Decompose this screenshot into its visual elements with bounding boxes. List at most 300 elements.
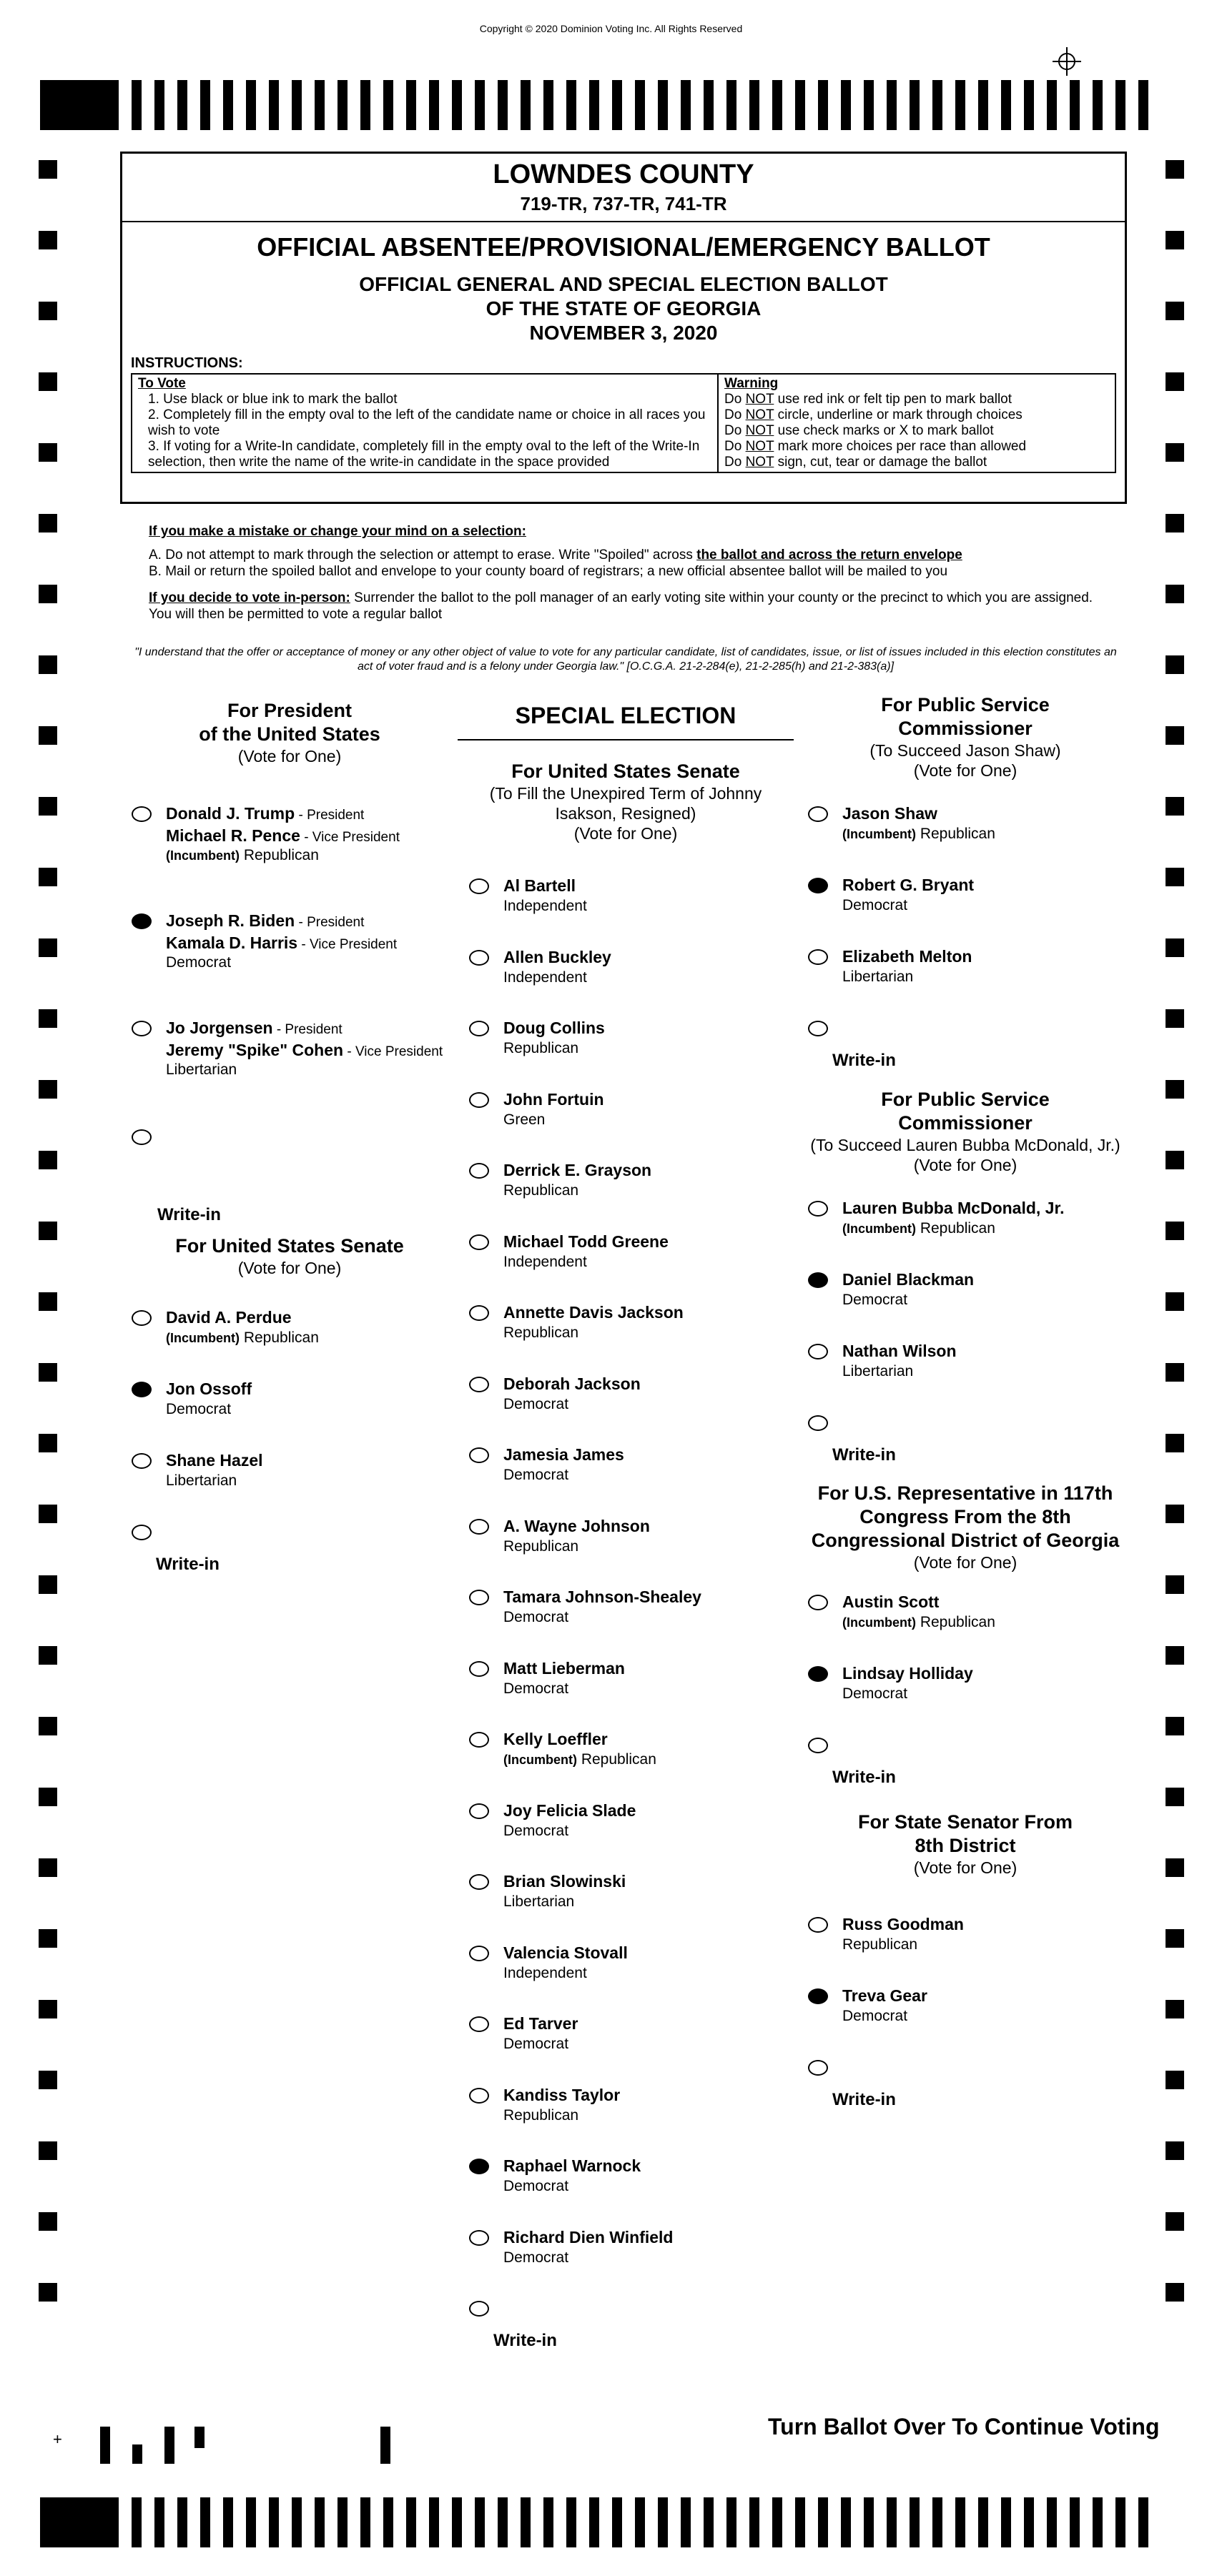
timing-bar xyxy=(864,2497,874,2547)
timing-bar xyxy=(223,80,233,130)
timing-bar xyxy=(1047,2497,1057,2547)
vote-oval[interactable] xyxy=(469,1234,489,1250)
timing-bar xyxy=(1024,80,1034,130)
vote-oval[interactable] xyxy=(808,878,828,893)
timing-bar xyxy=(635,80,645,130)
warning-heading: Warning xyxy=(724,376,779,391)
candidate-party: (Incumbent) Republican xyxy=(842,1614,995,1630)
timing-square xyxy=(39,868,57,886)
timing-bar xyxy=(932,80,942,130)
timing-square xyxy=(39,1434,57,1452)
timing-bar xyxy=(795,80,805,130)
candidate-party: Democrat xyxy=(503,1467,569,1483)
timing-square xyxy=(39,2071,57,2089)
timing-square xyxy=(39,1858,57,1877)
timing-bar xyxy=(704,80,714,130)
code-mark-2 xyxy=(132,2444,142,2464)
congress-title-3: Congressional District of Georgia xyxy=(811,1530,1120,1551)
candidate-name: Matt Lieberman xyxy=(503,1658,625,1678)
warning-item: Do NOT use check marks or X to mark ballot xyxy=(724,423,994,438)
congress-title-1: For U.S. Representative in 117th xyxy=(817,1482,1113,1504)
timing-square xyxy=(1166,1222,1184,1240)
timing-bar xyxy=(955,80,965,130)
candidate-name: Daniel Blackman xyxy=(842,1270,975,1289)
candidate-party: Democrat xyxy=(842,1292,908,1308)
write-in-label: Write-in xyxy=(157,1205,221,1224)
timing-square xyxy=(39,372,57,391)
vote-oval[interactable] xyxy=(469,1377,489,1392)
right-timing-marks xyxy=(1166,160,1184,2302)
timing-bar xyxy=(772,80,782,130)
candidate-name: John Fortuin xyxy=(503,1089,604,1109)
mistake-b: B. Mail or return the spoiled ballot and envelope to your county board of registrars; a new official absentee ballot will be mailed to you xyxy=(149,564,948,579)
timing-square xyxy=(39,2000,57,2018)
timing-block xyxy=(40,2497,119,2547)
vote-oval[interactable] xyxy=(132,1021,152,1036)
timing-bar xyxy=(795,2497,805,2547)
vote-oval[interactable] xyxy=(132,913,152,929)
timing-bar xyxy=(1138,2497,1148,2547)
timing-bar xyxy=(132,2497,142,2547)
president-title-1: For President xyxy=(227,700,353,721)
vote-oval[interactable] xyxy=(808,1595,828,1610)
candidate-name: Kandiss Taylor xyxy=(503,2085,621,2104)
county-name: LOWNDES COUNTY xyxy=(493,159,754,189)
inperson-instructions: If you decide to vote in-person: Surrender the ballot to the poll manager of an early voting site within your county or the precinct to which you are assigned. You will then be permitted to vote a regular ballot xyxy=(149,590,1093,622)
timing-square xyxy=(39,1009,57,1028)
vote-oval[interactable] xyxy=(808,949,828,965)
bottom-timing-marks xyxy=(40,2497,1148,2547)
congress-title-2: Congress From the 8th xyxy=(859,1506,1071,1527)
timing-square xyxy=(39,1222,57,1240)
timing-bar xyxy=(910,80,920,130)
vote-oval[interactable] xyxy=(469,1021,489,1036)
code-mark-4 xyxy=(194,2427,205,2448)
candidate-party: Independent xyxy=(503,969,587,986)
president-contest-header xyxy=(129,699,450,766)
timing-bar xyxy=(681,2497,691,2547)
warning-item: Do NOT mark more choices per race than allowed xyxy=(724,439,1027,454)
candidate-name: Jason Shaw xyxy=(842,804,937,823)
vote-oval[interactable] xyxy=(469,1803,489,1819)
timing-square xyxy=(1166,1009,1184,1028)
to-vote-step-1: 1. Use black or blue ink to mark the ballot xyxy=(148,392,398,407)
candidate-party: Democrat xyxy=(503,1395,569,1412)
timing-bar xyxy=(1093,80,1103,130)
timing-square xyxy=(1166,160,1184,179)
timing-bar xyxy=(315,2497,325,2547)
candidate-name: David A. Perdue xyxy=(166,1308,292,1327)
timing-square xyxy=(1166,1646,1184,1665)
psc1-title-2: Commissioner xyxy=(898,718,1033,739)
timing-square xyxy=(1166,231,1184,249)
timing-bar xyxy=(566,2497,576,2547)
psc1-title-1: For Public Service xyxy=(881,694,1050,715)
candidate-name: A. Wayne Johnson xyxy=(503,1516,650,1535)
election-line-2: OF THE STATE OF GEORGIA xyxy=(486,297,762,319)
vote-oval[interactable] xyxy=(469,2301,489,2317)
candidate-name: Treva Gear xyxy=(842,1986,927,2005)
candidate-name: Deborah Jackson xyxy=(503,1374,641,1393)
special-sub-2: Isakson, Resigned) xyxy=(555,804,696,823)
timing-bar xyxy=(612,80,622,130)
vote-oval[interactable] xyxy=(469,2230,489,2246)
timing-bar xyxy=(1115,2497,1125,2547)
timing-bar xyxy=(360,2497,370,2547)
timing-bar xyxy=(452,80,462,130)
warning-item: Do NOT use red ink or felt tip pen to mark ballot xyxy=(724,392,1012,407)
warning-item: Do NOT sign, cut, tear or damage the ballot xyxy=(724,455,987,470)
timing-bar xyxy=(521,80,531,130)
copyright-notice: Copyright © 2020 Dominion Voting Inc. All Rights Reserved xyxy=(479,23,743,34)
vote-oval[interactable] xyxy=(469,1092,489,1108)
timing-bar xyxy=(864,80,874,130)
special-election-heading: SPECIAL ELECTION xyxy=(458,703,794,740)
timing-square xyxy=(1166,514,1184,532)
vote-oval[interactable] xyxy=(469,2088,489,2104)
timing-square xyxy=(1166,726,1184,745)
timing-bar xyxy=(818,80,828,130)
vote-oval[interactable] xyxy=(808,1021,828,1036)
vote-oval[interactable] xyxy=(469,2016,489,2032)
congress-vote-for: (Vote for One) xyxy=(913,1553,1017,1572)
psc2-title-2: Commissioner xyxy=(898,1112,1033,1134)
vote-oval[interactable] xyxy=(469,1946,489,1961)
timing-bar xyxy=(223,2497,233,2547)
psc2-contest-header xyxy=(794,1088,1137,1175)
candidate-name: Kelly Loeffler xyxy=(503,1730,608,1748)
vote-oval[interactable] xyxy=(469,1661,489,1677)
timing-bar xyxy=(337,80,348,130)
us-senate-contest-header xyxy=(129,1234,450,1278)
vote-oval[interactable] xyxy=(469,1732,489,1748)
timing-square xyxy=(39,1505,57,1523)
timing-square xyxy=(39,938,57,957)
vote-oval[interactable] xyxy=(469,950,489,966)
vote-oval[interactable] xyxy=(132,1525,152,1540)
timing-square xyxy=(1166,1788,1184,1806)
timing-square xyxy=(39,1292,57,1311)
timing-square xyxy=(39,1717,57,1735)
timing-square xyxy=(1166,1575,1184,1594)
vote-oval[interactable] xyxy=(469,1447,489,1463)
candidate-party: Republican xyxy=(503,1537,579,1555)
write-in-label: Write-in xyxy=(832,1768,896,1787)
timing-square xyxy=(1166,1363,1184,1382)
candidate-party: Republican xyxy=(503,2106,579,2124)
timing-bar xyxy=(383,2497,393,2547)
timing-bar xyxy=(269,80,279,130)
vote-oval[interactable] xyxy=(469,1874,489,1890)
candidate-party: Libertarian xyxy=(842,1363,914,1379)
vote-oval[interactable] xyxy=(469,878,489,894)
vote-oval[interactable] xyxy=(808,2060,828,2076)
timing-square xyxy=(1166,2212,1184,2231)
candidate-party: Democrat xyxy=(503,1609,569,1625)
timing-square xyxy=(39,1929,57,1948)
candidate-name: Shane Hazel xyxy=(166,1451,263,1470)
vote-oval[interactable] xyxy=(808,1988,828,2004)
timing-bar xyxy=(269,2497,279,2547)
timing-bar xyxy=(360,80,370,130)
timing-square xyxy=(39,2141,57,2160)
timing-square xyxy=(1166,1434,1184,1452)
timing-bar xyxy=(955,2497,965,2547)
psc2-title-1: For Public Service xyxy=(881,1089,1050,1110)
timing-square xyxy=(1166,1080,1184,1099)
timing-bar xyxy=(1047,80,1057,130)
timing-square xyxy=(1166,2141,1184,2160)
timing-square xyxy=(39,585,57,603)
vote-oval[interactable] xyxy=(469,1590,489,1605)
candidate-name: Lindsay Holliday xyxy=(842,1664,973,1683)
candidate-party: Democrat xyxy=(503,2249,569,2266)
vote-oval[interactable] xyxy=(808,1344,828,1359)
candidate-name: Russ Goodman xyxy=(842,1915,964,1933)
mistake-a: A. Do not attempt to mark through the selection or attempt to erase. Write "Spoiled" across the ballot and across the return envelope xyxy=(149,548,962,563)
code-mark-3 xyxy=(164,2427,174,2464)
timing-bar xyxy=(910,2497,920,2547)
state-senate-title-2: 8th District xyxy=(915,1835,1016,1856)
code-mark-5 xyxy=(380,2427,390,2464)
timing-bar xyxy=(246,80,256,130)
candidate-party: Libertarian xyxy=(842,969,914,985)
candidate-name: Derrick E. Grayson xyxy=(503,1161,652,1179)
candidate-party: Libertarian xyxy=(166,1061,237,1078)
timing-bar xyxy=(543,2497,553,2547)
candidate-party: (Incumbent) Republican xyxy=(842,1220,995,1237)
psc2-sub: (To Succeed Lauren Bubba McDonald, Jr.) xyxy=(810,1136,1120,1154)
timing-bar xyxy=(383,80,393,130)
timing-square xyxy=(39,655,57,674)
candidate-name: Tamara Johnson-Shealey xyxy=(503,1587,701,1606)
timing-square xyxy=(39,443,57,462)
vote-oval[interactable] xyxy=(808,806,828,822)
timing-square xyxy=(1166,797,1184,816)
candidate-name: Raphael Warnock xyxy=(503,2156,641,2175)
timing-bar xyxy=(1070,2497,1080,2547)
code-mark-1 xyxy=(100,2427,110,2464)
timing-bar xyxy=(704,2497,714,2547)
timing-square xyxy=(1166,302,1184,320)
timing-square xyxy=(39,1363,57,1382)
timing-bar xyxy=(978,2497,988,2547)
timing-bar xyxy=(978,80,988,130)
left-timing-marks xyxy=(39,160,57,2302)
candidate-party: Independent xyxy=(503,1253,587,1270)
timing-bar xyxy=(315,80,325,130)
to-vote-step-3: 3. If voting for a Write-In candidate, completely fill in the empty oval to the left of the Write-In selection, then write the name of the write-in candidate in the space provided xyxy=(148,439,700,470)
write-in-label: Write-in xyxy=(493,2331,557,2350)
timing-bar xyxy=(452,2497,462,2547)
state-senate-vote-for: (Vote for One) xyxy=(913,1858,1017,1877)
candidate-party: Republican xyxy=(842,1936,918,1953)
vote-oval[interactable] xyxy=(132,806,152,822)
timing-bar xyxy=(337,2497,348,2547)
candidate-party: (Incumbent) Republican xyxy=(166,1329,319,1346)
timing-square xyxy=(1166,1717,1184,1735)
candidate-name: Brian Slowinski xyxy=(503,1872,626,1891)
timing-bar xyxy=(726,80,736,130)
timing-bar xyxy=(1138,80,1148,130)
timing-square xyxy=(39,302,57,320)
timing-bar xyxy=(1001,80,1011,130)
timing-bar xyxy=(246,2497,256,2547)
timing-square xyxy=(1166,585,1184,603)
vote-oval[interactable] xyxy=(808,1666,828,1682)
vote-oval[interactable] xyxy=(132,1129,152,1145)
candidate-name: Jamesia James xyxy=(503,1445,624,1464)
candidate-party: Independent xyxy=(503,898,587,914)
candidate-name: Nathan Wilson xyxy=(842,1342,957,1360)
candidate-party: Republican xyxy=(503,1324,579,1341)
special-vote-for: (Vote for One) xyxy=(573,824,678,843)
timing-square xyxy=(39,1151,57,1169)
candidate-party: Democrat xyxy=(503,1680,569,1697)
vote-oval[interactable] xyxy=(808,1738,828,1753)
timing-square xyxy=(1166,1929,1184,1948)
timing-bar xyxy=(521,2497,531,2547)
timing-bar xyxy=(932,2497,942,2547)
timing-bar xyxy=(1115,80,1125,130)
timing-bar xyxy=(658,2497,668,2547)
timing-square xyxy=(1166,868,1184,886)
candidate-party: Democrat xyxy=(166,1401,232,1417)
timing-square xyxy=(39,2212,57,2231)
vote-oval[interactable] xyxy=(469,1305,489,1321)
precinct-codes: 719-TR, 737-TR, 741-TR xyxy=(520,193,727,214)
candidate-name: Annette Davis Jackson xyxy=(503,1303,684,1322)
congress-contest-header xyxy=(794,1482,1137,1572)
timing-bar xyxy=(635,2497,645,2547)
vote-oval[interactable] xyxy=(808,1201,828,1217)
registration-crosshair-icon xyxy=(1051,46,1083,77)
candidate-party: (Incumbent) Republican xyxy=(166,847,319,863)
ballot-header-box xyxy=(120,152,1127,504)
candidate-name: Allen Buckley xyxy=(503,947,611,966)
candidate-party: Libertarian xyxy=(503,1893,575,1910)
candidate-name: Richard Dien Winfield xyxy=(503,2227,674,2246)
vote-oval[interactable] xyxy=(132,1453,152,1469)
vote-oval[interactable] xyxy=(469,2159,489,2174)
vote-oval[interactable] xyxy=(469,1163,489,1179)
timing-square xyxy=(1166,2000,1184,2018)
timing-bar xyxy=(841,2497,851,2547)
timing-square xyxy=(39,231,57,249)
to-vote-section xyxy=(132,375,719,472)
timing-bar xyxy=(154,2497,164,2547)
timing-bar xyxy=(132,80,142,130)
timing-bar xyxy=(589,80,599,130)
candidate-name: Lauren Bubba McDonald, Jr. xyxy=(842,1199,1065,1217)
warning-section xyxy=(719,375,1115,472)
vote-oval[interactable] xyxy=(132,1382,152,1397)
candidate-name: Michael Todd Greene xyxy=(503,1232,669,1251)
candidate-party: Democrat xyxy=(842,2008,908,2024)
instructions-label: INSTRUCTIONS: xyxy=(131,355,243,371)
candidate-name: Austin Scott xyxy=(842,1592,940,1611)
state-senate-title-1: For State Senator From xyxy=(857,1811,1073,1833)
vote-oval[interactable] xyxy=(808,1272,828,1288)
timing-bar xyxy=(498,2497,508,2547)
timing-bar xyxy=(429,2497,439,2547)
candidate-party: (Incumbent) Republican xyxy=(503,1751,656,1768)
timing-bar xyxy=(749,2497,759,2547)
psc2-vote-for: (Vote for One) xyxy=(913,1156,1017,1174)
psc1-vote-for: (Vote for One) xyxy=(913,761,1017,780)
candidate-party: Democrat xyxy=(503,1822,569,1839)
timing-square xyxy=(1166,1151,1184,1169)
timing-square xyxy=(39,1080,57,1099)
vice-president-candidate: Jeremy "Spike" Cohen - Vice President xyxy=(166,1041,443,1059)
timing-bar xyxy=(1093,2497,1103,2547)
timing-bar xyxy=(566,80,576,130)
timing-bar xyxy=(200,80,210,130)
special-sub-1: (To Fill the Unexpired Term of Johnny xyxy=(489,784,762,803)
timing-bar xyxy=(292,2497,302,2547)
timing-square xyxy=(39,1646,57,1665)
timing-bar xyxy=(841,80,851,130)
header-divider xyxy=(122,221,1125,222)
write-in-label: Write-in xyxy=(832,1051,896,1070)
timing-bar xyxy=(887,2497,897,2547)
vice-president-candidate: Michael R. Pence - Vice President xyxy=(166,826,400,845)
mistake-instructions xyxy=(120,510,1127,623)
candidate-name: Joy Felicia Slade xyxy=(503,1800,636,1820)
timing-square xyxy=(1166,1292,1184,1311)
vote-oval[interactable] xyxy=(808,1917,828,1933)
timing-square xyxy=(39,2283,57,2302)
state-senate-contest-header xyxy=(794,1810,1137,1878)
timing-square xyxy=(39,1575,57,1594)
vote-oval[interactable] xyxy=(469,1519,489,1535)
special-title: For United States Senate xyxy=(511,761,740,782)
timing-bar xyxy=(543,80,553,130)
candidate-name: Jon Ossoff xyxy=(166,1379,252,1398)
timing-bar xyxy=(475,80,485,130)
legal-notice: "I understand that the offer or acceptance of money or any other object of value to vote for any particular candidate, list of candidates, issue, or list of issues included in this election constitutes an act of voter fraud and is a felony under Georgia law." [O.C.G.A. 21-2-284(e), 21-2-285(h) and 21-2-383(a)] xyxy=(134,646,1117,673)
timing-bar xyxy=(498,80,508,130)
timing-bar xyxy=(726,2497,736,2547)
candidate-party: Independent xyxy=(503,1964,587,1981)
president-candidate: Joseph R. Biden - President xyxy=(166,911,365,930)
timing-bar xyxy=(749,80,759,130)
candidate-party: Democrat xyxy=(842,897,908,913)
timing-square xyxy=(39,1788,57,1806)
timing-bar xyxy=(681,80,691,130)
vote-oval[interactable] xyxy=(132,1310,152,1326)
election-title xyxy=(122,272,1125,345)
president-title-2: of the United States xyxy=(199,723,380,745)
timing-bar xyxy=(177,80,187,130)
vote-oval[interactable] xyxy=(808,1415,828,1431)
timing-bar xyxy=(475,2497,485,2547)
timing-square xyxy=(39,514,57,532)
timing-square xyxy=(39,726,57,745)
timing-bar xyxy=(406,2497,416,2547)
president-candidate: Jo Jorgensen - President xyxy=(166,1019,343,1037)
timing-bar xyxy=(429,80,439,130)
candidate-name: Doug Collins xyxy=(503,1019,605,1037)
timing-square xyxy=(39,160,57,179)
candidate-party: Libertarian xyxy=(166,1472,237,1489)
mistake-heading: If you make a mistake or change your mind on a selection: xyxy=(149,524,526,539)
candidate-name: Robert G. Bryant xyxy=(842,876,975,894)
timing-bar xyxy=(887,80,897,130)
warning-item: Do NOT circle, underline or mark through choices xyxy=(724,407,1023,422)
psc1-contest-header xyxy=(794,693,1137,781)
timing-bar xyxy=(177,2497,187,2547)
